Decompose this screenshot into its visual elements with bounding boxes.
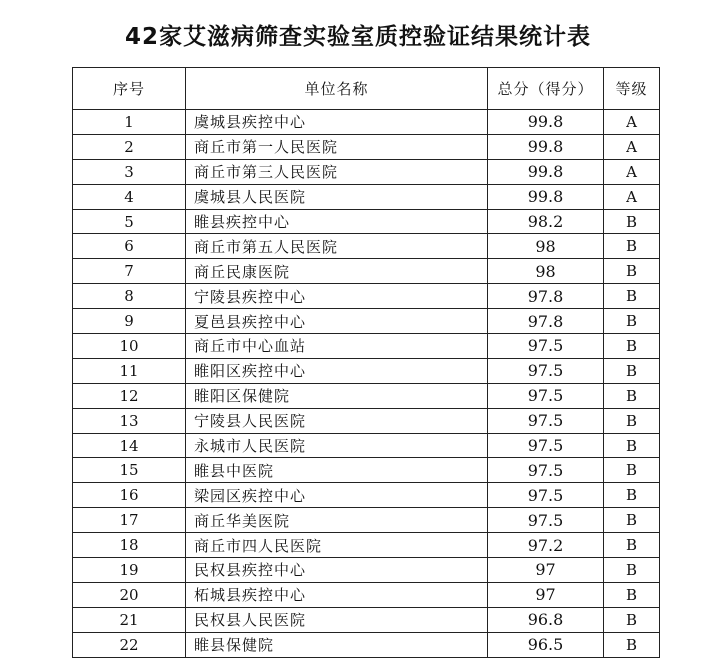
table-row <box>73 284 660 309</box>
score-cell: 97.8 <box>488 284 604 309</box>
unit-name: 梁园区疾控中心 <box>186 483 488 508</box>
unit-name: 睢县保健院 <box>186 632 488 657</box>
row-number: 22 <box>73 632 186 657</box>
grade-cell: B <box>604 483 660 508</box>
table-row <box>73 309 660 334</box>
row-number: 14 <box>73 433 186 458</box>
unit-name: 商丘市中心血站 <box>186 334 488 359</box>
table-row <box>73 184 660 209</box>
grade-cell: B <box>604 309 660 334</box>
grade-cell: B <box>604 209 660 234</box>
row-number: 21 <box>73 607 186 632</box>
grade-cell: B <box>604 408 660 433</box>
page-title: 42家艾滋病筛查实验室质控验证结果统计表 <box>124 24 591 50</box>
table-row <box>73 483 660 508</box>
table-body <box>73 110 660 658</box>
grade-cell: B <box>604 533 660 558</box>
score-cell: 96.5 <box>488 632 604 657</box>
results-table <box>72 67 660 658</box>
score-cell: 97 <box>488 558 604 583</box>
table-row <box>73 234 660 259</box>
unit-name: 虞城县人民医院 <box>186 184 488 209</box>
score-cell: 99.8 <box>488 159 604 184</box>
unit-name: 宁陵县人民医院 <box>186 408 488 433</box>
unit-name: 商丘市第五人民医院 <box>186 234 488 259</box>
unit-name: 柘城县疾控中心 <box>186 582 488 607</box>
grade-cell: B <box>604 458 660 483</box>
score-cell: 97.8 <box>488 309 604 334</box>
score-cell: 97.5 <box>488 458 604 483</box>
unit-name: 民权县疾控中心 <box>186 558 488 583</box>
table-row <box>73 458 660 483</box>
table-row <box>73 209 660 234</box>
column-header-score: 总分（得分） <box>488 68 604 110</box>
table-row <box>73 134 660 159</box>
unit-name: 宁陵县疾控中心 <box>186 284 488 309</box>
row-number: 18 <box>73 533 186 558</box>
row-number: 13 <box>73 408 186 433</box>
grade-cell: B <box>604 632 660 657</box>
table-row <box>73 358 660 383</box>
unit-name: 睢县疾控中心 <box>186 209 488 234</box>
unit-name: 商丘民康医院 <box>186 259 488 284</box>
grade-cell: B <box>604 607 660 632</box>
score-cell: 98 <box>488 234 604 259</box>
score-cell: 97.5 <box>488 334 604 359</box>
row-number: 16 <box>73 483 186 508</box>
score-cell: 97.5 <box>488 358 604 383</box>
grade-cell: B <box>604 558 660 583</box>
column-header-name: 单位名称 <box>186 68 488 110</box>
row-number: 9 <box>73 309 186 334</box>
row-number: 19 <box>73 558 186 583</box>
score-cell: 97.5 <box>488 433 604 458</box>
score-cell: 99.8 <box>488 134 604 159</box>
grade-cell: A <box>604 159 660 184</box>
score-cell: 98 <box>488 259 604 284</box>
row-number: 3 <box>73 159 186 184</box>
table-row <box>73 334 660 359</box>
grade-cell: B <box>604 259 660 284</box>
row-number: 8 <box>73 284 186 309</box>
table-row <box>73 159 660 184</box>
grade-cell: A <box>604 134 660 159</box>
score-cell: 97.2 <box>488 533 604 558</box>
table-row <box>73 110 660 135</box>
score-cell: 97.5 <box>488 508 604 533</box>
row-number: 2 <box>73 134 186 159</box>
unit-name: 商丘市第一人民医院 <box>186 134 488 159</box>
grade-cell: B <box>604 234 660 259</box>
table-row <box>73 632 660 657</box>
table-row <box>73 582 660 607</box>
grade-cell: A <box>604 184 660 209</box>
score-cell: 97.5 <box>488 483 604 508</box>
row-number: 17 <box>73 508 186 533</box>
row-number: 7 <box>73 259 186 284</box>
unit-name: 民权县人民医院 <box>186 607 488 632</box>
row-number: 10 <box>73 334 186 359</box>
score-cell: 98.2 <box>488 209 604 234</box>
score-cell: 96.8 <box>488 607 604 632</box>
grade-cell: B <box>604 358 660 383</box>
score-cell: 99.8 <box>488 110 604 135</box>
unit-name: 睢县中医院 <box>186 458 488 483</box>
table-row <box>73 433 660 458</box>
table-row <box>73 533 660 558</box>
score-cell: 97.5 <box>488 408 604 433</box>
unit-name: 商丘市第三人民医院 <box>186 159 488 184</box>
unit-name: 睢阳区疾控中心 <box>186 358 488 383</box>
unit-name: 商丘华美医院 <box>186 508 488 533</box>
table-row <box>73 558 660 583</box>
row-number: 15 <box>73 458 186 483</box>
table-row <box>73 408 660 433</box>
grade-cell: B <box>604 582 660 607</box>
row-number: 12 <box>73 383 186 408</box>
unit-name: 永城市人民医院 <box>186 433 488 458</box>
row-number: 11 <box>73 358 186 383</box>
table-row <box>73 259 660 284</box>
score-cell: 97.5 <box>488 383 604 408</box>
grade-cell: B <box>604 383 660 408</box>
unit-name: 商丘市四人民医院 <box>186 533 488 558</box>
grade-cell: B <box>604 433 660 458</box>
row-number: 1 <box>73 110 186 135</box>
table-row <box>73 383 660 408</box>
row-number: 6 <box>73 234 186 259</box>
table-row <box>73 508 660 533</box>
unit-name: 夏邑县疾控中心 <box>186 309 488 334</box>
column-header-grade: 等级 <box>604 68 660 110</box>
row-number: 4 <box>73 184 186 209</box>
unit-name: 睢阳区保健院 <box>186 383 488 408</box>
column-header-no: 序号 <box>73 68 186 110</box>
grade-cell: B <box>604 284 660 309</box>
row-number: 5 <box>73 209 186 234</box>
grade-cell: B <box>604 334 660 359</box>
unit-name: 虞城县疾控中心 <box>186 110 488 135</box>
table-row <box>73 607 660 632</box>
grade-cell: B <box>604 508 660 533</box>
grade-cell: A <box>604 110 660 135</box>
row-number: 20 <box>73 582 186 607</box>
table-header-row <box>73 68 660 110</box>
score-cell: 97 <box>488 582 604 607</box>
score-cell: 99.8 <box>488 184 604 209</box>
